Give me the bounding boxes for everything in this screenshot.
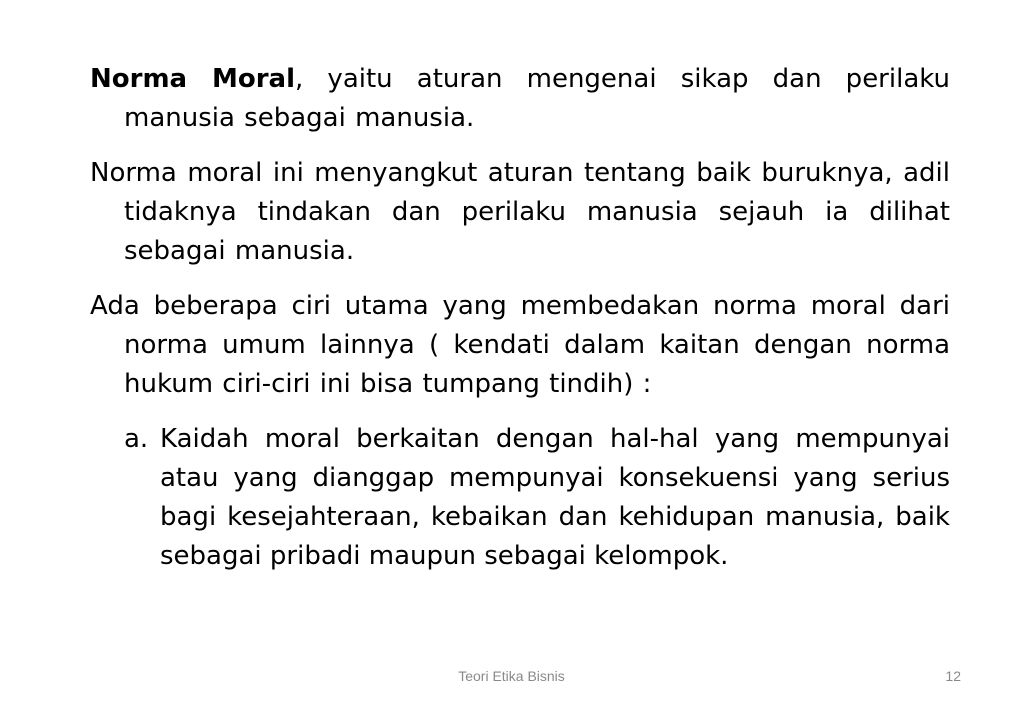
list-item bbox=[124, 420, 950, 576]
list-marker: a. bbox=[124, 424, 149, 454]
paragraph-text: , yaitu aturan mengenai sikap dan perilaku manusia sebagai manusia. bbox=[124, 64, 950, 133]
paragraph-norma-moral-scope bbox=[90, 154, 950, 271]
paragraph-text: Norma moral ini menyangkut aturan tentang baik buruknya, adil tidaknya tindakan dan perilaku manusia sejauh ia dilihat sebagai manusia. bbox=[90, 158, 950, 266]
paragraph-ciri-utama-intro bbox=[90, 287, 950, 404]
list-item-text: Kaidah moral berkaitan dengan hal-hal yang mempunyai atau yang dianggap mempunyai konsekuensi yang serius bagi kesejahteraan, kebaikan dan kehidupan manusia, baik sebagai pribadi maupun sebagai kelompok. bbox=[160, 424, 950, 571]
page-number: 12 bbox=[945, 668, 961, 684]
term-norma-moral: Norma Moral bbox=[90, 64, 296, 94]
paragraph-text: Ada beberapa ciri utama yang membedakan norma moral dari norma umum lainnya ( kendati dalam kaitan dengan norma hukum ciri-ciri ini bisa tumpang tindih) : bbox=[90, 291, 950, 399]
footer-title: Teori Etika Bisnis bbox=[458, 668, 565, 684]
paragraph-norma-moral-definition bbox=[90, 60, 950, 138]
slide-content bbox=[90, 60, 950, 576]
